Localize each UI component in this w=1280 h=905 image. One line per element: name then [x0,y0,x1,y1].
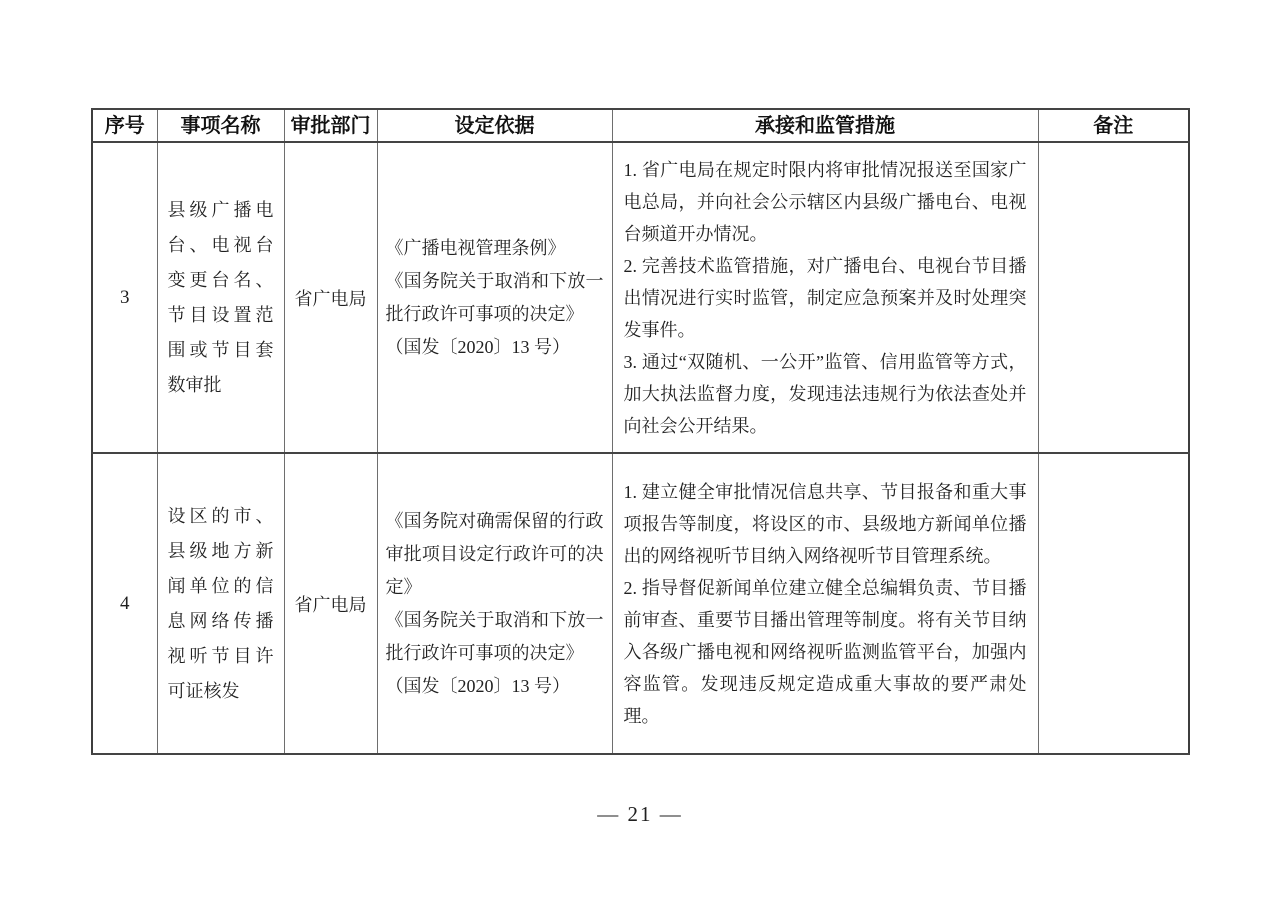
cell-seq-number: 3 [92,142,157,453]
basis-line: （国发〔2020〕13 号） [385,336,570,357]
measure-item: 2. 完善技术监管措施，对广播电台、电视台节目播出情况进行实时监管，制定应急预案并及时处理突发事件。 [623,255,1027,340]
measure-item: 1. 省广电局在规定时限内将审批情况报送至国家广电总局，并向社会公示辖区内县级广播电台、电视台频道开办情况。 [623,159,1027,244]
col-header-remarks: 备注 [1038,109,1189,142]
col-header-basis: 设定依据 [377,109,612,142]
col-header-seq: 序号 [92,109,157,142]
cell-item-name: 设区的市、县级地方新闻单位的信息网络传播视听节目许可证核发 [157,453,284,754]
cell-measures [612,453,1038,754]
cell-remark [1038,453,1189,754]
col-header-item-name: 事项名称 [157,109,284,142]
measure-item: 2. 指导督促新闻单位建立健全总编辑负责、节目播前审查、重要节目播出管理等制度。将有关节目纳入各级广播电视和网络视听监测监管平台，加强内容监管。发现违反规定造成重大事故的要严肃处理。 [623,577,1027,726]
cell-item-name: 县级广播电台、电视台变更台名、节目设置范围或节目套数审批 [157,142,284,453]
basis-line: 《广播电视管理条例》 [385,237,566,258]
page-number: — 21 — [597,802,683,826]
cell-basis [377,142,612,453]
approval-items-table [91,108,1190,755]
cell-remark [1038,142,1189,453]
cell-seq-number: 4 [92,453,157,754]
basis-line: 《国务院关于取消和下放一批行政许可事项的决定》 [385,270,604,324]
cell-department: 省广电局 [284,453,377,754]
col-header-measures: 承接和监管措施 [612,109,1038,142]
measure-item: 3. 通过“双随机、一公开”监管、信用监管等方式，加大执法监督力度，发现违法违规行为依法查处并向社会公开结果。 [623,351,1027,436]
table-row [92,142,1189,453]
table-row [92,453,1189,754]
table-header-row [92,109,1189,142]
cell-basis [377,453,612,754]
basis-line: 《国务院对确需保留的行政审批项目设定行政许可的决定》 [385,510,604,597]
col-header-department: 审批部门 [284,109,377,142]
cell-department: 省广电局 [284,142,377,453]
measure-item: 1. 建立健全审批情况信息共享、节目报备和重大事项报告等制度，将设区的市、县级地方新闻单位播出的网络视听节目纳入网络视听节目管理系统。 [623,481,1027,566]
basis-line: 《国务院关于取消和下放一批行政许可事项的决定》 [385,609,604,663]
basis-line: （国发〔2020〕13 号） [385,675,570,696]
cell-measures [612,142,1038,453]
